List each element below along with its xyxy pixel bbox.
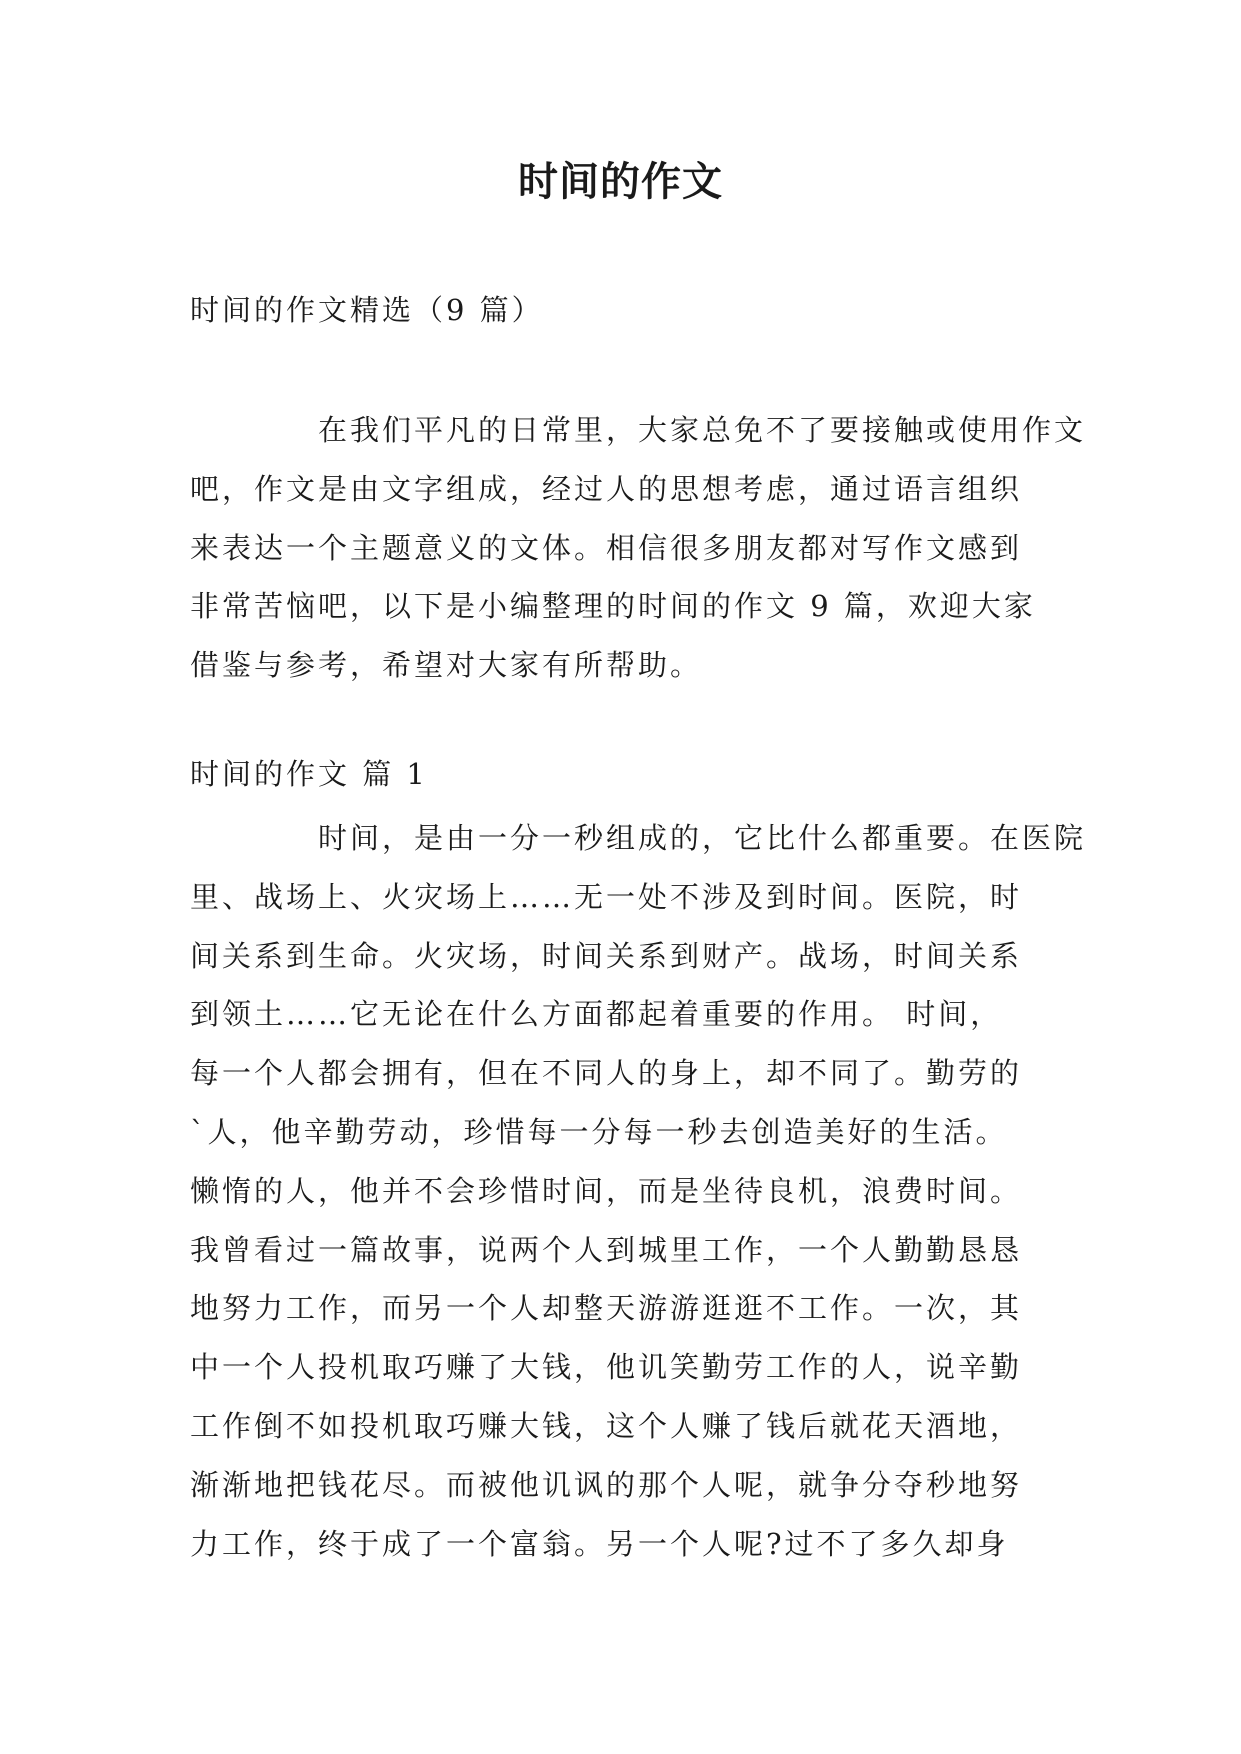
intro-line: 吧，作文是由文字组成，经过人的思想考虑，通过语言组织 xyxy=(190,471,1023,506)
section-heading: 时间的作文 篇 1 xyxy=(190,757,428,791)
document-title: 时间的作文 xyxy=(518,158,723,205)
intro-line: 来表达一个主题意义的文体。相信很多朋友都对写作文感到 xyxy=(190,530,1023,565)
intro-line: 借鉴与参考，希望对大家有所帮助。 xyxy=(190,648,703,683)
body-line: 懒惰的人，他并不会珍惜时间，而是坐待良机，浪费时间。 xyxy=(190,1173,1023,1208)
body-line: 每一个人都会拥有，但在不同人的身上，却不同了。勤劳的 xyxy=(190,1056,1023,1091)
body-line: 工作倒不如投机取巧赚大钱，这个人赚了钱后就花天酒地， xyxy=(190,1408,1023,1443)
intro-paragraph xyxy=(190,401,1087,695)
body-line: 里、战场上、火灾场上……无一处不涉及到时间。医院，时 xyxy=(190,879,1023,914)
body-line: 我曾看过一篇故事，说两个人到城里工作，一个人勤勤恳恳 xyxy=(190,1232,1023,1267)
intro-line: 在我们平凡的日常里，大家总免不了要接触或使用作文 xyxy=(318,413,1087,447)
body-line: 中一个人投机取巧赚了大钱，他讥笑勤劳工作的人，说辛勤 xyxy=(190,1350,1023,1385)
document-subtitle: 时间的作文精选（9 篇） xyxy=(190,293,544,327)
body-line: 时间，是由一分一秒组成的，它比什么都重要。在医院 xyxy=(318,821,1087,855)
section-1-paragraph xyxy=(190,809,1087,1573)
body-line: `人，他辛勤劳动，珍惜每一分每一秒去创造美好的生活。 xyxy=(190,1114,1008,1149)
body-line: 力工作，终于成了一个富翁。另一个人呢?过不了多久却身 xyxy=(190,1526,1009,1561)
body-line: 到领土……它无论在什么方面都起着重要的作用。 时间， xyxy=(190,997,1003,1032)
body-line: 渐渐地把钱花尽。而被他讥讽的那个人呢，就争分夺秒地努 xyxy=(190,1467,1023,1502)
intro-line: 非常苦恼吧，以下是小编整理的时间的作文 9 篇，欢迎大家 xyxy=(190,589,1036,624)
body-line: 地努力工作，而另一个人却整天游游逛逛不工作。一次，其 xyxy=(190,1291,1023,1326)
body-line: 间关系到生命。火灾场，时间关系到财产。战场，时间关系 xyxy=(190,938,1023,973)
